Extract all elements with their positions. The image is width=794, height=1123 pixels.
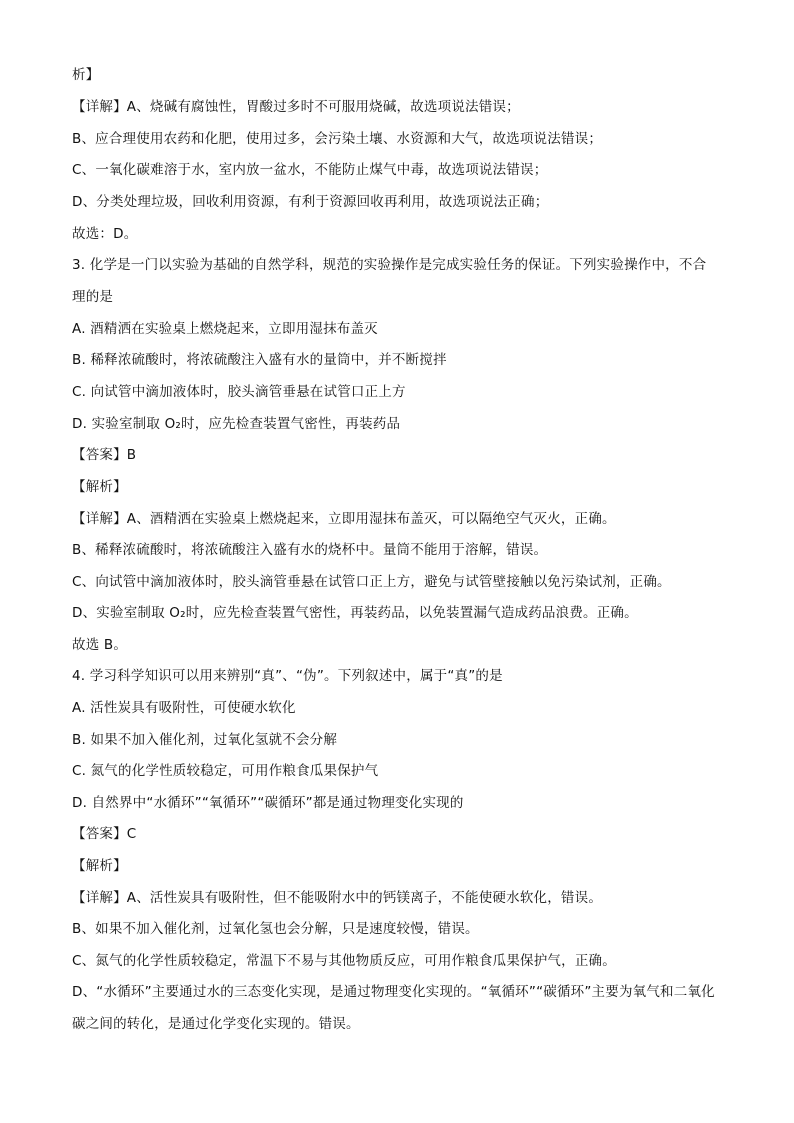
option-b: B. 稀释浓硫酸时，将浓硫酸注入盛有水的量筒中，并不断搅拌 [72, 352, 447, 368]
text-line: 碳之间的转化，是通过化学变化实现的。错误。 [72, 1016, 360, 1032]
option-d: D. 实验室制取 O₂时，应先检查装置气密性，再装药品 [72, 416, 401, 432]
text-line: D、实验室制取 O₂时，应先检查装置气密性，再装药品，以免装置漏气造成药品浪费。正确。 [72, 605, 638, 621]
option-a: A. 酒精洒在实验桌上燃烧起来，立即用湿抹布盖灭 [72, 321, 378, 337]
question-3-stem-cont: 理的是 [72, 289, 114, 305]
question-3-stem: 3. 化学是一门以实验为基础的自然学科，规范的实验操作是完成实验任务的保证。下列实验操作中，不合 [72, 257, 707, 273]
option-c: C. 氮气的化学性质较稳定，可用作粮食瓜果保护气 [72, 763, 379, 779]
text-line: 故选 B。 [72, 637, 128, 653]
text-line: 【详解】A、烧碱有腐蚀性，胃酸过多时不可服用烧碱，故选项说法错误； [72, 99, 520, 115]
text-line: B、如果不加入催化剂，过氧化氢也会分解，只是速度较慢，错误。 [72, 921, 479, 937]
analysis-label: 【解析】 [72, 479, 127, 495]
option-c: C. 向试管中滴加液体时，胶头滴管垂悬在试管口正上方 [72, 384, 406, 400]
text-line: 析】 [72, 67, 100, 83]
question-4-stem: 4. 学习科学知识可以用来辨别“真”、“伪”。下列叙述中，属于“真”的是 [72, 668, 503, 684]
answer-label: 【答案】C [72, 826, 137, 842]
text-line: 故选：D。 [72, 226, 138, 242]
text-line: D、“水循环”主要通过水的三态变化实现，是通过物理变化实现的。“氧循环”“碳循环”主要为氧气和二氧化 [72, 984, 715, 1000]
text-line: C、一氧化碳难溶于水，室内放一盆水，不能防止煤气中毒，故选项说法错误； [72, 162, 548, 178]
answer-label: 【答案】B [72, 447, 137, 463]
text-line: B、应合理使用农药和化肥，使用过多，会污染土壤、水资源和大气，故选项说法错误； [72, 131, 603, 147]
text-line: B、稀释浓硫酸时，将浓硫酸注入盛有水的烧杯中。量筒不能用于溶解，错误。 [72, 542, 548, 558]
option-b: B. 如果不加入催化剂，过氧化氢就不会分解 [72, 732, 338, 748]
analysis-label: 【解析】 [72, 858, 127, 874]
option-a: A. 活性炭具有吸附性，可使硬水软化 [72, 700, 296, 716]
text-line: 【详解】A、活性炭具有吸附性，但不能吸附水中的钙镁离子，不能使硬水软化，错误。 [72, 890, 603, 906]
text-line: 【详解】A、酒精洒在实验桌上燃烧起来，立即用湿抹布盖灭，可以隔绝空气灭火，正确。 [72, 511, 616, 527]
option-d: D. 自然界中“水循环”“氧循环”“碳循环”都是通过物理变化实现的 [72, 795, 464, 811]
text-line: C、氮气的化学性质较稳定，常温下不易与其他物质反应，可用作粮食瓜果保护气，正确。 [72, 953, 616, 969]
text-line: D、分类处理垃圾，回收利用资源，有利于资源回收再利用，故选项说法正确； [72, 194, 549, 210]
text-line: C、向试管中滴加液体时，胶头滴管垂悬在试管口正上方，避免与试管壁接触以免污染试剂，正确。 [72, 574, 671, 590]
